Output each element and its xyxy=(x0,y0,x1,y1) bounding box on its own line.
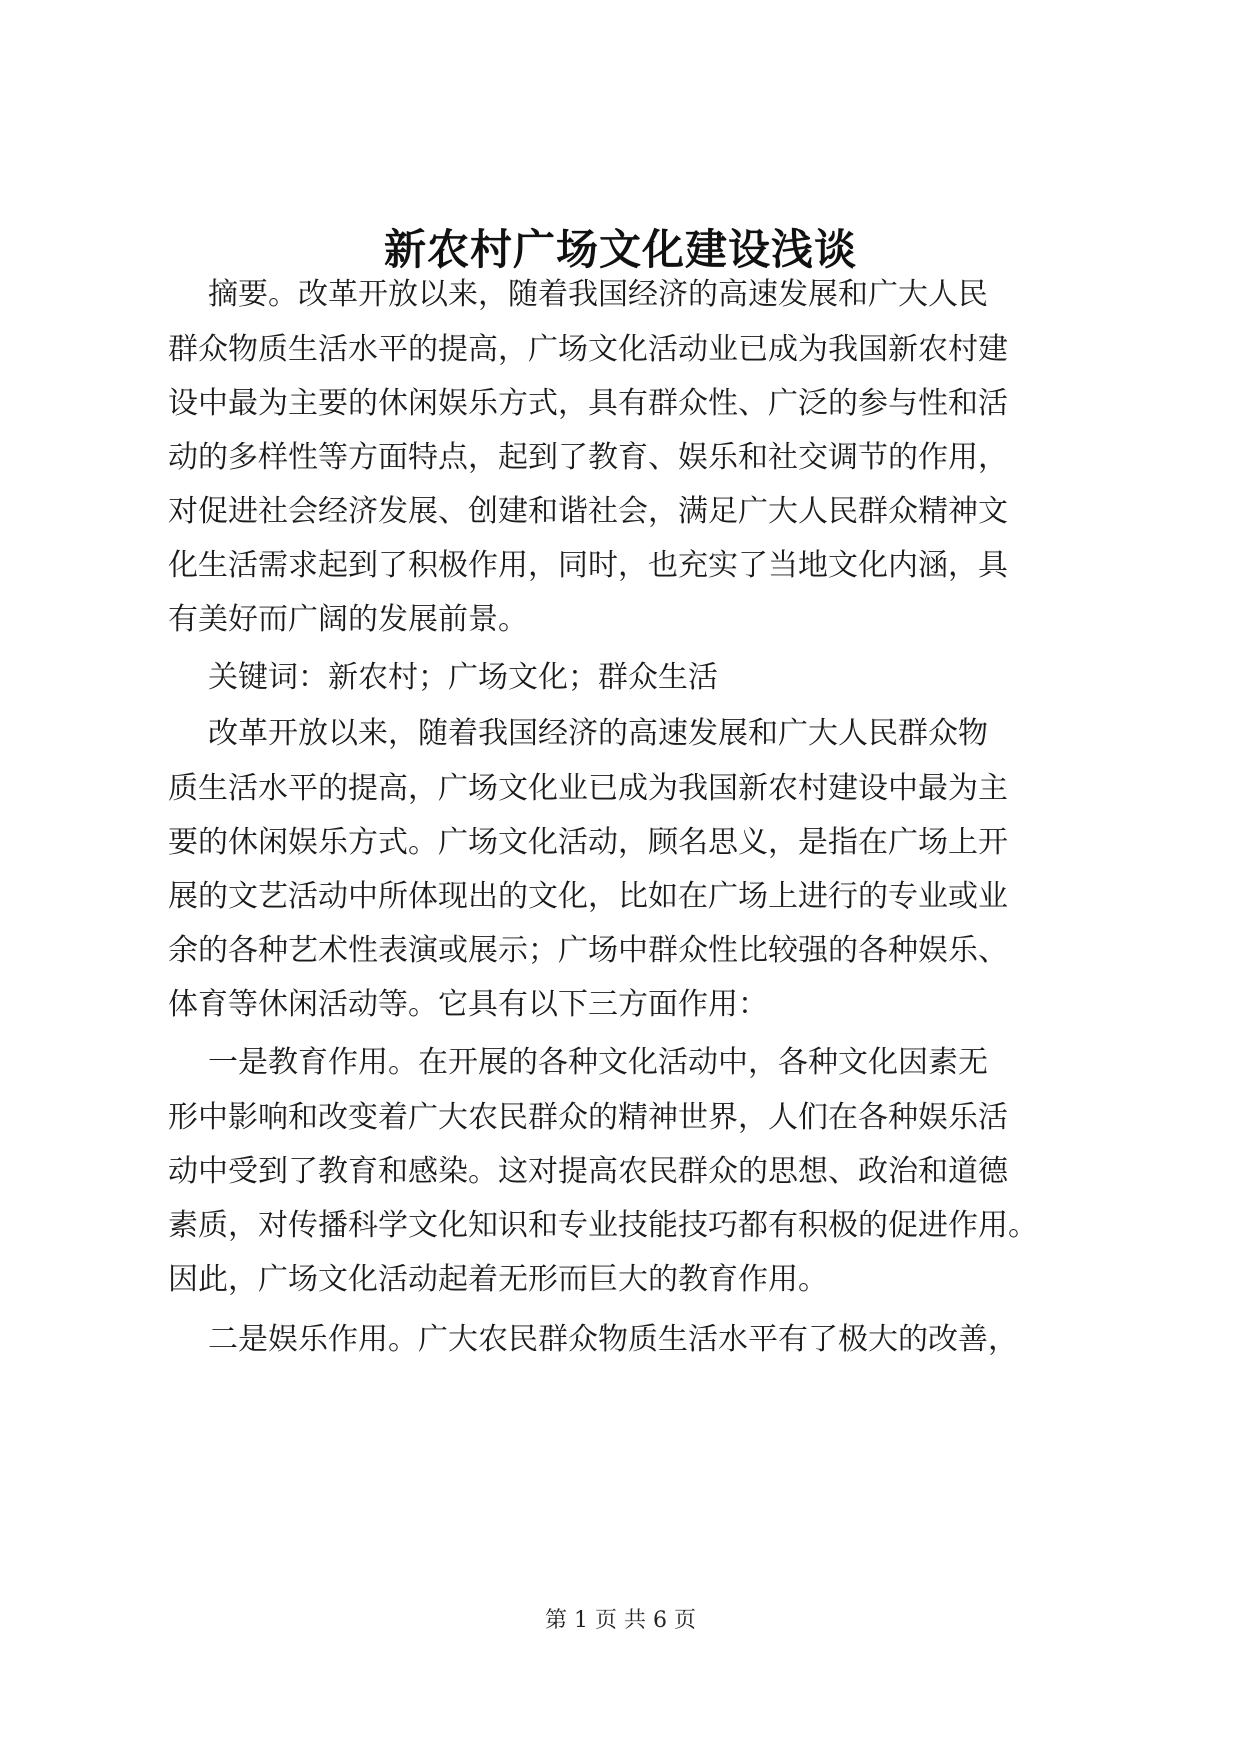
text-line: 素质，对传播科学文化知识和专业技能技巧都有积极的促进作用。 xyxy=(168,1208,1038,1243)
text-line: 摘要。改革开放以来，随着我国经济的高速发展和广大人民 xyxy=(208,277,988,312)
text-line: 展的文艺活动中所体现出的文化，比如在广场上进行的专业或业 xyxy=(168,879,1008,914)
document-title: 新农村广场文化建设浅谈 xyxy=(383,225,857,274)
keywords-line: 关键词：新农村；广场文化；群众生活 xyxy=(208,660,718,695)
text-line: 动中受到了教育和感染。这对提高农民群众的思想、政治和道德 xyxy=(168,1154,1008,1189)
text-line: 一是教育作用。在开展的各种文化活动中，各种文化因素无 xyxy=(208,1045,988,1080)
page-number-footer: 第 1 页 共 6 页 xyxy=(545,1608,696,1633)
text-line: 动的多样性等方面特点，起到了教育、娱乐和社交调节的作用， xyxy=(168,440,1008,475)
text-line: 因此，广场文化活动起着无形而巨大的教育作用。 xyxy=(168,1262,828,1297)
text-line: 形中影响和改变着广大农民群众的精神世界，人们在各种娱乐活 xyxy=(168,1100,1008,1135)
text-line: 改革开放以来，随着我国经济的高速发展和广大人民群众物 xyxy=(208,716,988,751)
text-line: 要的休闲娱乐方式。广场文化活动，顾名思义，是指在广场上开 xyxy=(168,825,1008,860)
text-line: 体育等休闲活动等。它具有以下三方面作用： xyxy=(168,987,768,1022)
text-line: 有美好而广阔的发展前景。 xyxy=(168,602,528,637)
text-line: 对促进社会经济发展、创建和谐社会，满足广大人民群众精神文 xyxy=(168,494,1008,529)
text-line: 余的各种艺术性表演或展示；广场中群众性比较强的各种娱乐、 xyxy=(168,933,1008,968)
text-line: 设中最为主要的休闲娱乐方式，具有群众性、广泛的参与性和活 xyxy=(168,386,1008,421)
text-line: 二是娱乐作用。广大农民群众物质生活水平有了极大的改善， xyxy=(208,1322,1018,1357)
text-line: 质生活水平的提高，广场文化业已成为我国新农村建设中最为主 xyxy=(168,771,1008,806)
text-line: 群众物质生活水平的提高，广场文化活动业已成为我国新农村建 xyxy=(168,332,1008,367)
text-line: 化生活需求起到了积极作用，同时，也充实了当地文化内涵，具 xyxy=(168,548,1008,583)
